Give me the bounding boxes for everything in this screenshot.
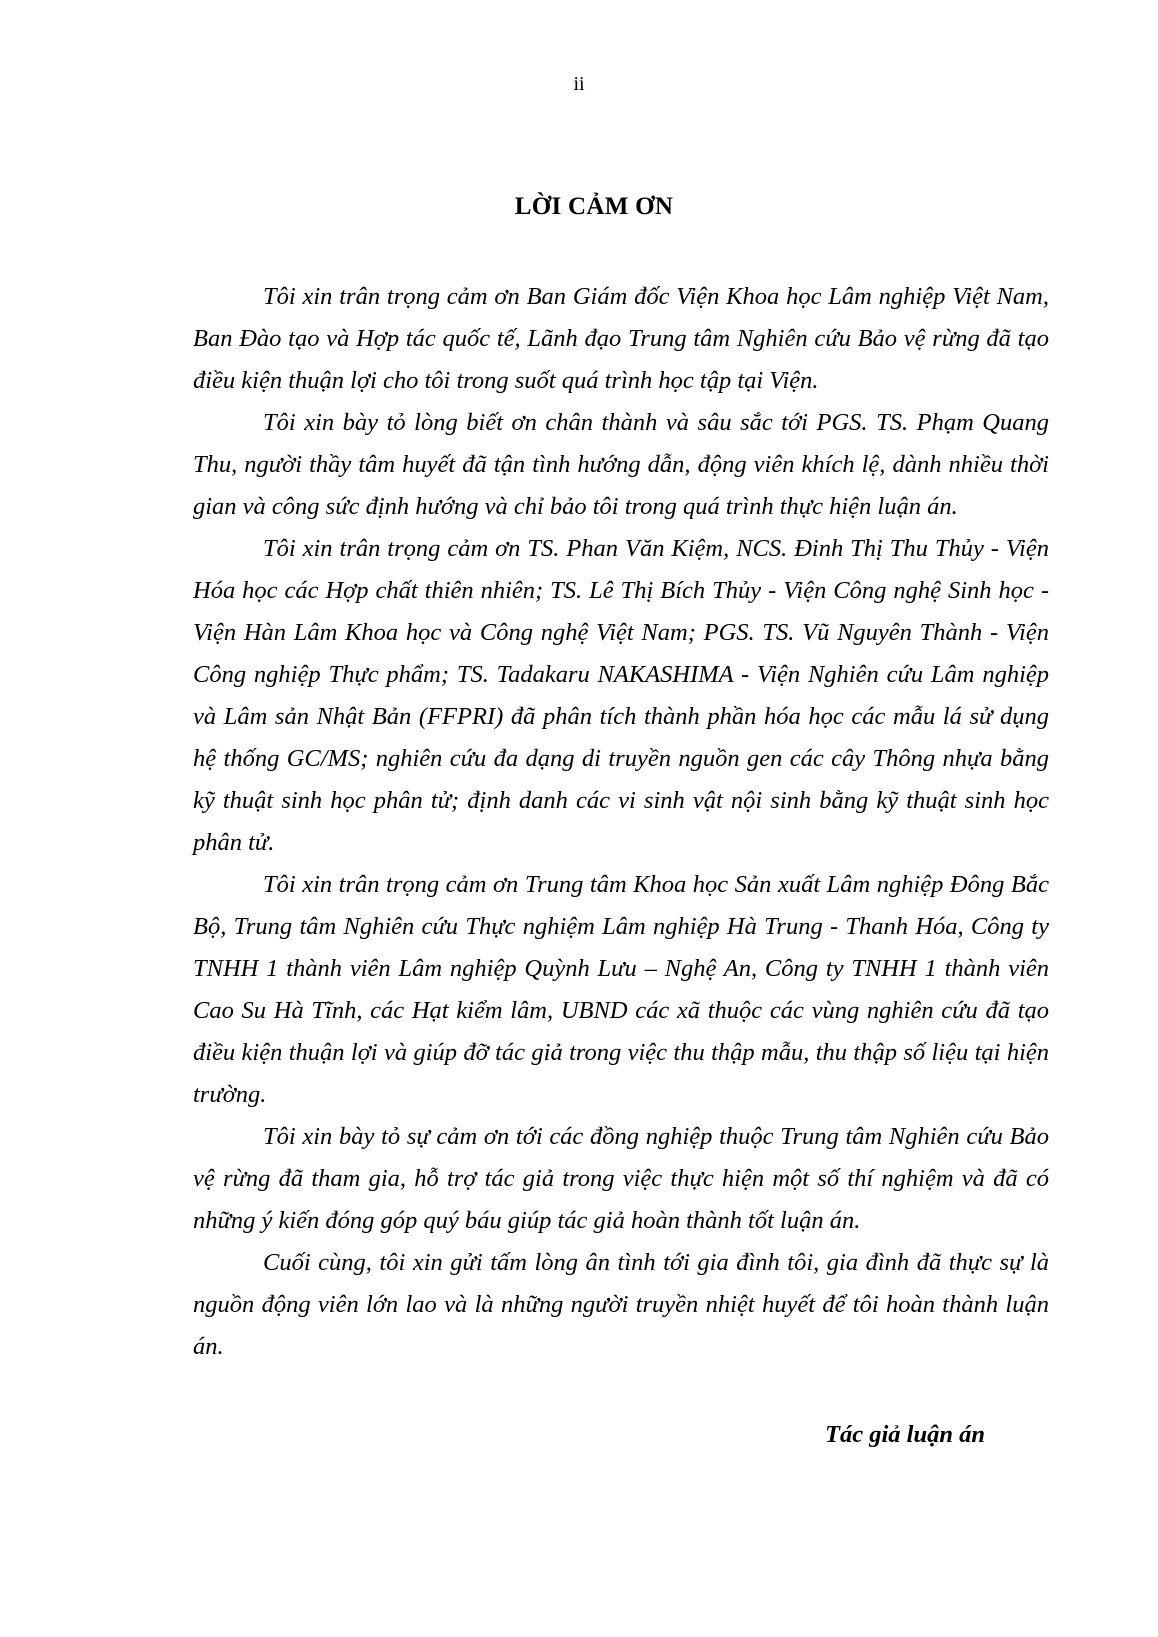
- paragraph-colleagues-thanks: Tôi xin bày tỏ sự cảm ơn tới các đồng nghiệp thuộc Trung tâm Nghiên cứu Bảo vệ rừng đã tham gia, hỗ trợ tác giả trong việc thực hiện một số thí nghiệm và đã có những ý kiến đóng góp quý báu giúp tác giả hoàn thành tốt luận án.: [193, 1123, 1049, 1234]
- page-number: ii: [573, 73, 585, 95]
- paragraph-family-thanks: Cuối cùng, tôi xin gửi tấm lòng ân tình tới gia đình tôi, gia đình đã thực sự là nguồn động viên lớn lao và là những người truyền nhiệt huyết để tôi hoàn thành luận án.: [193, 1249, 1049, 1360]
- acknowledgement-body: [193, 276, 1049, 1368]
- author-signature: Tác giả luận án: [825, 1421, 985, 1448]
- paragraph-field-support-thanks: Tôi xin trân trọng cảm ơn Trung tâm Khoa học Sản xuất Lâm nghiệp Đông Bắc Bộ, Trung tâm Nghiên cứu Thực nghiệm Lâm nghiệp Hà Trung - Thanh Hóa, Công ty TNHH 1 thành viên Lâm nghiệp Quỳnh Lưu – Nghệ An, Công ty TNHH 1 thành viên Cao Su Hà Tĩnh, các Hạt kiểm lâm, UBND các xã thuộc các vùng nghiên cứu đã tạo điều kiện thuận lợi và giúp đỡ tác giả trong việc thu thập mẫu, thu thập số liệu tại hiện trường.: [193, 871, 1049, 1108]
- paragraph-institute-thanks: Tôi xin trân trọng cảm ơn Ban Giám đốc Viện Khoa học Lâm nghiệp Việt Nam, Ban Đào tạo và Hợp tác quốc tế, Lãnh đạo Trung tâm Nghiên cứu Bảo vệ rừng đã tạo điều kiện thuận lợi cho tôi trong suốt quá trình học tập tại Viện.: [193, 283, 1049, 394]
- paragraph-analysis-thanks: Tôi xin trân trọng cảm ơn TS. Phan Văn Kiệm, NCS. Đinh Thị Thu Thủy - Viện Hóa học các Hợp chất thiên nhiên; TS. Lê Thị Bích Thủy - Viện Công nghệ Sinh học - Viện Hàn Lâm Khoa học và Công nghệ Việt Nam; PGS. TS. Vũ Nguyên Thành - Viện Công nghiệp Thực phẩm; TS. Tadakaru NAKASHIMA - Viện Nghiên cứu Lâm nghiệp và Lâm sản Nhật Bản (FFPRI) đã phân tích thành phần hóa học các mẫu lá sử dụng hệ thống GC/MS; nghiên cứu đa dạng di truyền nguồn gen các cây Thông nhựa bằng kỹ thuật sinh học phân tử; định danh các vi sinh vật nội sinh bằng kỹ thuật sinh học phân tử.: [193, 535, 1049, 856]
- page-title: LỜI CẢM ƠN: [514, 193, 674, 220]
- paragraph-supervisor-thanks: Tôi xin bày tỏ lòng biết ơn chân thành và sâu sắc tới PGS. TS. Phạm Quang Thu, người thầy tâm huyết đã tận tình hướng dẫn, động viên khích lệ, dành nhiều thời gian và công sức định hướng và chỉ bảo tôi trong quá trình thực hiện luận án.: [193, 409, 1049, 520]
